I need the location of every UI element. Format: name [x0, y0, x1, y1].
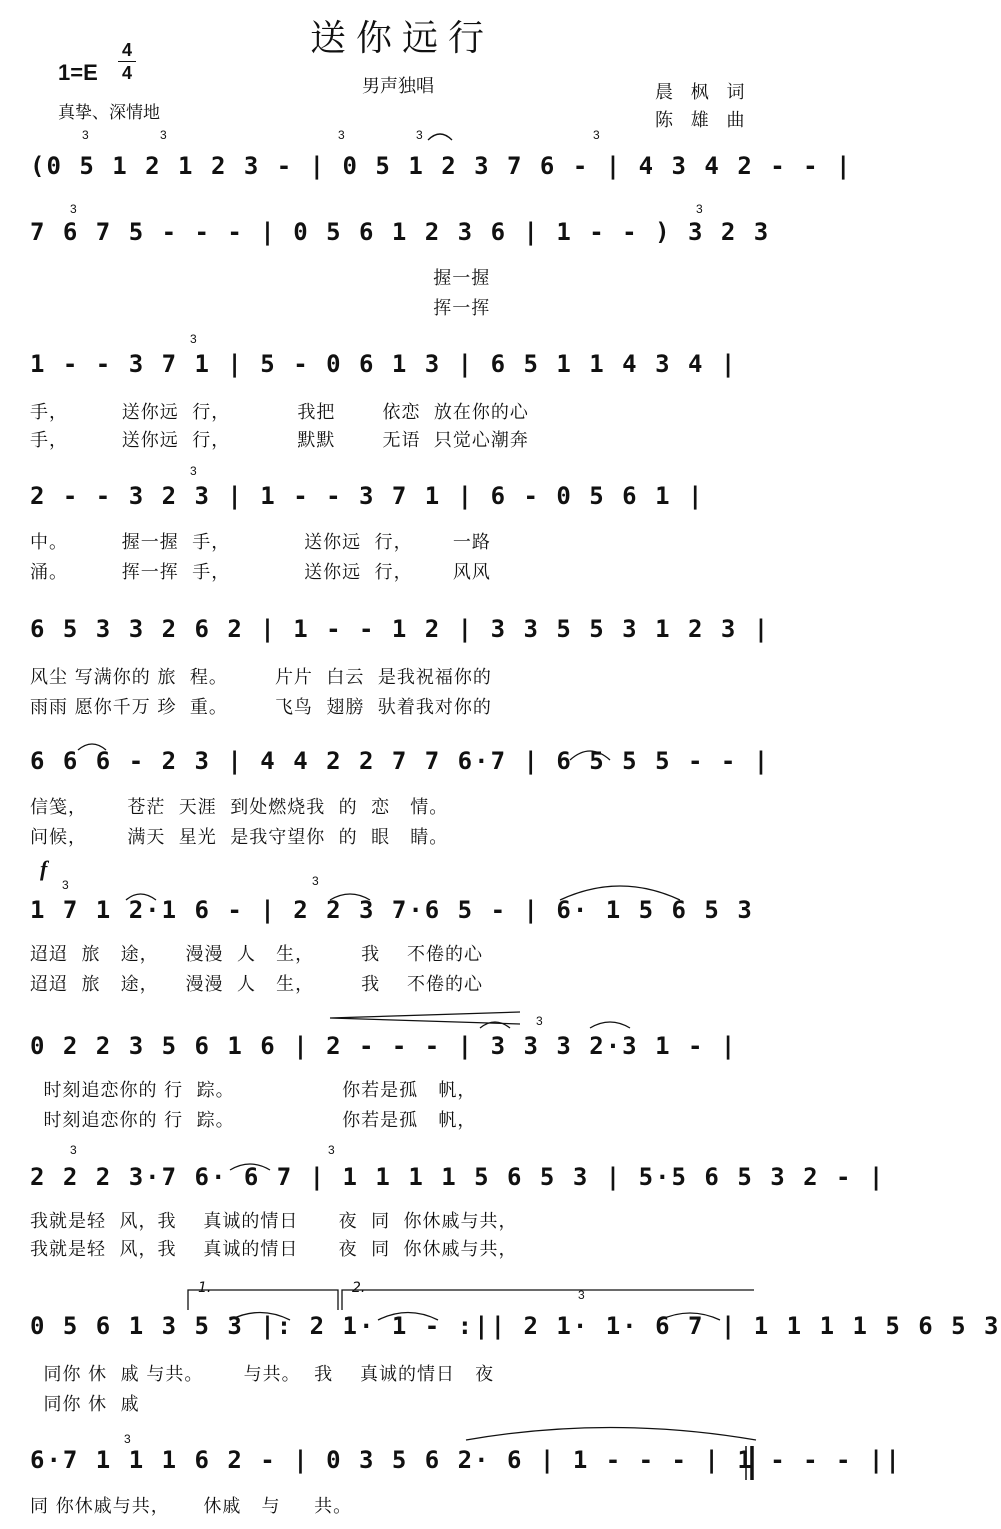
triplet-mark: 3 [82, 128, 89, 142]
triplet-mark: 3 [70, 1143, 77, 1157]
forte-dynamic: f [40, 856, 48, 881]
tempo-marking: 真挚、深情地 [58, 103, 160, 123]
notation-line: 6 6 6 - 2 3 | 4 4 2 2 7 7 6·7 | 6 5 5 5 - - | [30, 747, 771, 775]
lyric-verse-2: 涌。 挥一挥 手， 送你远 行， 风风 [30, 562, 491, 583]
lyric-verse-1: 同你 休 戚 与共。 与共。 我 真诚的情日 夜 [30, 1364, 495, 1385]
lyric-verse-2: 我就是轻 风，我 真诚的情日 夜 同 你休戚与共， [30, 1239, 518, 1260]
lyric-verse-2: 时刻追恋你的 行 踪。 你若是孤 帆， [30, 1110, 477, 1131]
lyric-verse-2: 问候， 满天 星光 是我守望你 的 眼 睛。 [30, 827, 449, 848]
first-ending-mark: 1. [198, 1280, 212, 1296]
triplet-mark: 3 [416, 128, 423, 142]
lyric-verse-1: 时刻追恋你的 行 踪。 你若是孤 帆， [30, 1080, 477, 1101]
notation-line: 2 - - 3 2 3 | 1 - - 3 7 1 | 6 - 0 5 6 1 | [30, 482, 705, 510]
tie-mark [378, 1313, 438, 1321]
lyric-verse-1: 手， 送你远 行， 我把 依恋 放在你的心 [30, 402, 529, 423]
time-signature-bottom: 4 [121, 63, 132, 83]
notation-line: (0 5 1 2 1 2 3 - | 0 5 1 2 3 7 6 - | 4 3 4 2 - - | [30, 152, 853, 180]
lyric-verse-1: 信笺， 苍茫 天涯 到处燃烧我 的 恋 情。 [30, 797, 449, 818]
tie-mark [230, 1164, 270, 1170]
notation-line: 1 - - 3 7 1 | 5 - 0 6 1 3 | 6 5 1 1 4 3 4 | [30, 350, 738, 378]
tie-mark [330, 894, 370, 900]
final-tie-mark [466, 1428, 756, 1441]
triplet-mark: 3 [328, 1143, 335, 1157]
song-title: 送你远行 [309, 18, 494, 59]
notation-line: 7 6 7 5 - - - | 0 5 6 1 2 3 6 | 1 - - ) 3 2 3 [30, 218, 771, 246]
tie-mark [78, 744, 106, 750]
notation-line: 0 2 2 3 5 6 1 6 | 2 - - - | 3 3 3 2·3 1 - | [30, 1032, 738, 1060]
composer-credit: 陈 雄 曲 [655, 110, 751, 131]
triplet-mark: 3 [696, 202, 703, 216]
triplet-mark: 3 [70, 202, 77, 216]
notation-line: 0 5 6 1 3 5 3 |: 2 1· 1 - :|| 2 1· 1· 6 7 | 1 1 1 1 5 6 5 3 [30, 1312, 1001, 1340]
lyric-verse-2: 雨雨 愿你千万 珍 重。 飞鸟 翅膀 驮着我对你的 [30, 697, 492, 718]
notation-line: 6·7 1 1 1 6 2 - | 0 3 5 6 2· 6 | 1 - - - | 1 - - - || [30, 1446, 902, 1474]
tie-mark [126, 894, 156, 900]
key-signature: 1=E [58, 60, 98, 85]
triplet-mark: 3 [190, 464, 197, 478]
tie-mark [660, 1313, 720, 1320]
second-ending-mark: 2. [352, 1280, 366, 1296]
triplet-mark: 3 [536, 1014, 543, 1028]
tie-mark [230, 1313, 290, 1321]
slur-mark [560, 886, 680, 900]
lyric-verse-1: 风尘 写满你的 旅 程。 片片 白云 是我祝福你的 [30, 667, 492, 688]
triplet-mark: 3 [312, 874, 319, 888]
triplet-mark: 3 [593, 128, 600, 142]
triplet-mark: 3 [578, 1288, 585, 1302]
triplet-mark: 3 [160, 128, 167, 142]
lyric-verse-1: 握一握 [30, 268, 491, 289]
lyric-verse-2: 手， 送你远 行， 默默 无语 只觉心潮奔 [30, 430, 529, 451]
triplet-mark: 3 [338, 128, 345, 142]
notation-line: 1 7 1 2·1 6 - | 2 2 3 7·6 5 - | 6· 1 5 6 5 3 [30, 896, 754, 924]
tie-mark [570, 751, 610, 760]
lyric-verse-1: 我就是轻 风，我 真诚的情日 夜 同 你休戚与共， [30, 1211, 518, 1232]
lyricist-credit: 晨 枫 词 [655, 82, 751, 103]
triplet-mark: 3 [124, 1432, 131, 1446]
time-signature-top: 4 [121, 40, 132, 60]
tie-mark [590, 1022, 630, 1028]
notation-line: 6 5 3 3 2 6 2 | 1 - - 1 2 | 3 3 5 5 3 1 2 3 | [30, 615, 771, 643]
lyric-verse-1: 迢迢 旅 途， 漫漫 人 生， 我 不倦的心 [30, 944, 484, 965]
first-ending-bracket [188, 1290, 338, 1310]
lyric-verse-1: 同 你休戚与共， 休戚 与 共。 [30, 1496, 353, 1517]
lyric-verse-1: 中。 握一握 手， 送你远 行， 一路 [30, 532, 491, 553]
notation-line: 2 2 2 3·7 6· 6 7 | 1 1 1 1 5 6 5 3 | 5·5 6 5 3 2 - | [30, 1163, 886, 1191]
lyric-verse-2: 同你 休 戚 [30, 1394, 140, 1415]
tie-mark [428, 134, 452, 140]
triplet-mark: 3 [190, 332, 197, 346]
lyric-verse-2: 挥一挥 [30, 298, 491, 319]
lyric-verse-2: 迢迢 旅 途， 漫漫 人 生， 我 不倦的心 [30, 974, 484, 995]
second-ending-bracket [342, 1290, 754, 1310]
performance-type: 男声独唱 [362, 76, 434, 97]
triplet-mark: 3 [62, 878, 69, 892]
